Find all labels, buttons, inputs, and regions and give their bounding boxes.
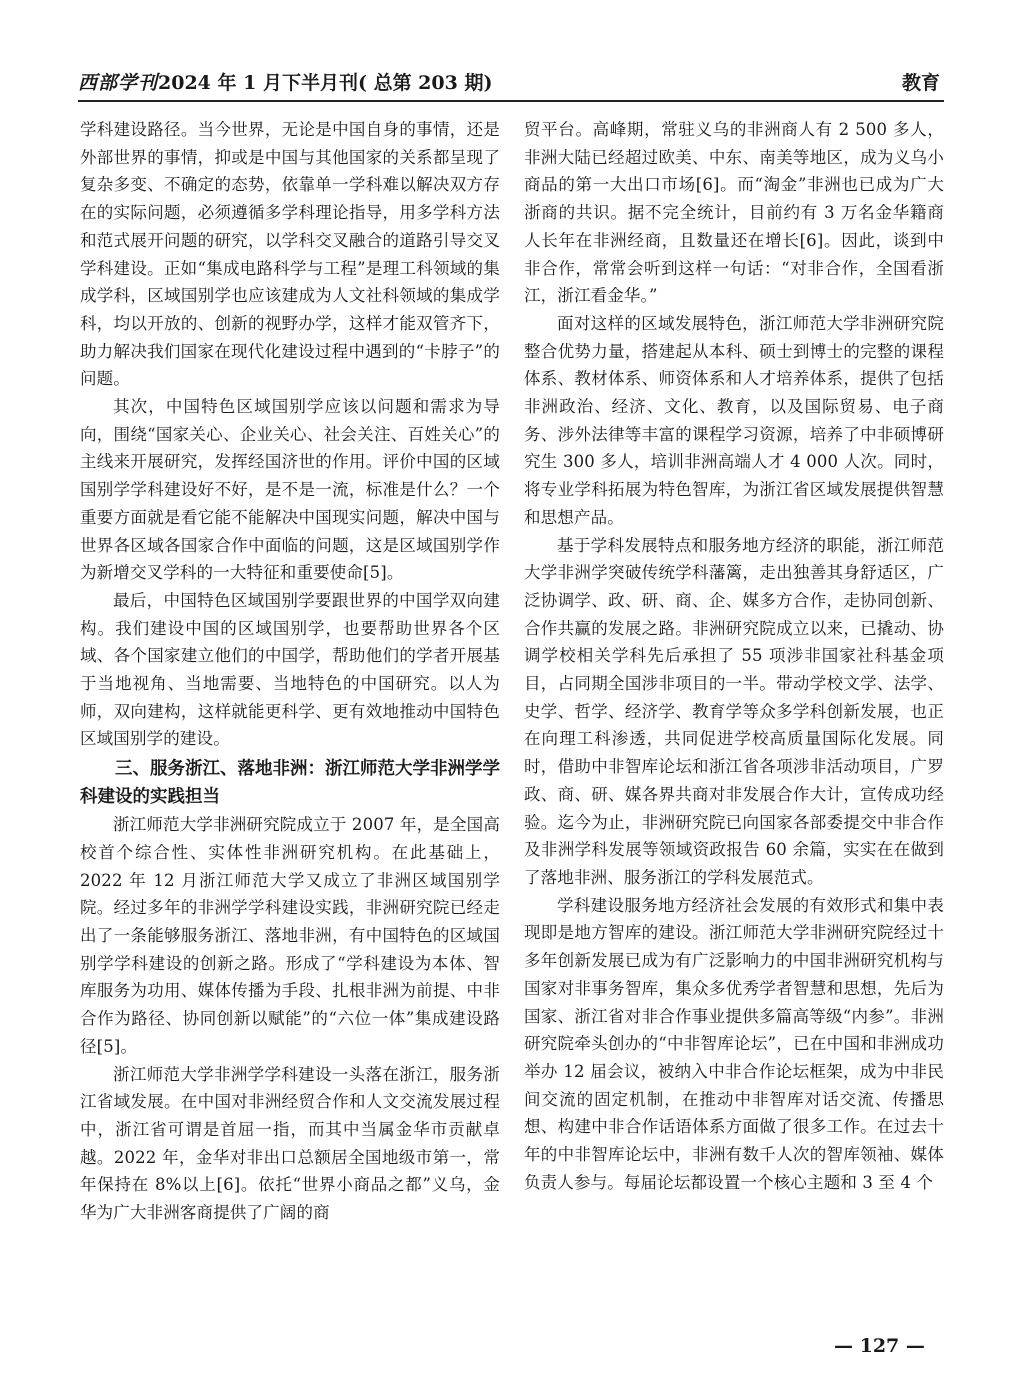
paragraph: 浙江师范大学非洲学学科建设一头落在浙江，服务浙江省域发展。在中国对非洲经贸合作和人文交流发展过程中，浙江省可谓是首屈一指，而其中当属金华市贡献卓越。2022 年，金华对非出口总额居全国地级市第一，常年保持在 8%以上[6]。依托“世界小商品之都”义乌，金华为广大非洲客商提供了广阔的商 [80,1064,500,1223]
paragraph: 浙江师范大学非洲研究院成立于 2007 年，是全国高校首个综合性、实体性非洲研究机构。在此基础上，2022 年 12 月浙江师范大学又成立了非洲区域国别学院。经过多年的非洲学学科建设实践，非洲研究院已经走出了一条能够服务浙江、落地非洲，有中国特色的区域国别学学科建设的创新之路。形成了“学科建设为本体、智库服务为功用、媒体传播为手段、扎根非洲为前提、中非合作为路径、协同创新以赋能”的“六位一体”集成建设路径[5]。 [80,815,500,1056]
paragraph: 学科建设服务地方经济社会发展的有效形式和集中表现即是地方智库的建设。浙江师范大学非洲研究院经过十多年创新发展已成为有广泛影响力的中国非洲研究机构与国家对非事务智库，集众多优秀学者智慧和思想，先后为国家、浙江省对非合作事业提供多篇高等级“内参”。非洲研究院牵头创办的“中非智库论坛”，已在中国和非洲成功举办 12 届会议，被纳入中非合作论坛框架，成为中非民间交流的固定机制，在推动中非智库对话交流、传播思想、构建中非合作话语体系方面做了很多工作。在过去十年的中非智库论坛中，非洲有数千人次的智库领袖、媒体负责人参与。每届论坛都设置一个核心主题和 3 至 4 个 [524,895,944,1192]
paragraph: 面对这样的区域发展特色，浙江师范大学非洲研究院整合优势力量，搭建起从本科、硕士到博士的完整的课程体系、教材体系、师资体系和人才培养体系，提供了包括非洲政治、经济、文化、教育，以及国际贸易、电子商务、涉外法律等丰富的课程学习资源，培养了中非硕博研究生 300 多人，培训非洲高端人才 4 000 人次。同时，将专业学科拓展为特色智库，为浙江省区域发展提供智慧和思想产品。 [524,313,944,527]
journal-title [78,68,492,95]
issue-info: 2024 年 1 月下半月刊( 总第 203 期) [158,72,493,94]
paragraph: 基于学科发展特点和服务地方经济的职能，浙江师范大学非洲学突破传统学科藩篱，走出独善其身舒适区，广泛协调学、政、研、商、企、媒多方合作，走协同创新、合作共赢的发展之路。非洲研究院成立以来，已撬动、协调学校相关学科先后承担了 55 项涉非国家社科基金项目，占同期全国涉非项目的一半。带动学校文学、法学、史学、哲学、经济学、教育学等众多学科创新发展，也正在向理工科渗透，共同促进学校高质量国际化发展。同时，借助中非智库论坛和浙江省各项涉非活动项目，广罗政、商、研、媒各界共商对非发展合作大计，宣传成功经验。迄今为止，非洲研究院已向国家各部委提交中非合作及非洲学科发展等领域资政报告 60 余篇，实实在在做到了落地非洲、服务浙江的学科发展范式。 [524,535,944,887]
right-column [524,116,944,1196]
paragraph: 其次，中国特色区域国别学应该以问题和需求为导向，围绕“国家关心、企业关心、社会关注、百姓关心”的主线来开展研究，发挥经国济世的作用。评价中国的区域国别学学科建设好不好，是不是一流，标准是什么？一个重要方面就是看它能不能解决中国现实问题，解决中国与世界各区域各国家合作中面临的问题，这是区域国别学作为新增交叉学科的一大特征和重要使命[5]。 [80,397,500,583]
paragraph: 贸平台。高峰期，常驻义乌的非洲商人有 2 500 多人，非洲大陆已经超过欧美、中东、南美等地区，成为义乌小商品的第一大出口市场[6]。而“淘金”非洲也已成为广大浙商的共识。据不完全统计，目前约有 3 万名金华籍商人长年在非洲经商，且数量还在增长[6]。因此，谈到中非合作，常常会听到这样一句话：“对非合作，全国看浙江，浙江看金华。” [524,120,944,306]
section-name: 教育 [901,72,940,94]
journal-logo: 西部学刊 [78,72,159,94]
paragraph: 最后，中国特色区域国别学要跟世界的中国学双向建构。我们建设中国的区域国别学，也要帮助世界各个区域、各个国家建立他们的中国学，帮助他们的学者开展基于当地视角、当地需要、当地特色的中国研究。以人为师，双向建构，这样就能更科学、更有效地推动中国特色区域国别学的建设。 [80,590,500,749]
paragraph: 学科建设路径。当今世界，无论是中国自身的事情，还是外部世界的事情，抑或是中国与其他国家的关系都呈现了复杂多变、不确定的态势，依靠单一学科难以解决双方存在的实际问题，必须遵循多学科理论指导，用多学科方法和范式展开问题的研究，以学科交叉融合的道路引导交叉学科建设。正如“集成电路科学与工程”是理工科领域的集成学科，区域国别学也应该建成为人文社科领域的集成学科，均以开放的、创新的视野办学，这样才能双管齐下，助力解决我们国家在现代化建设过程中遇到的“卡脖子”的问题。 [80,120,500,389]
running-header [78,72,944,102]
section-heading: 三、服务浙江、落地非洲：浙江师范大学非洲学学科建设的实践担当 [80,759,500,808]
left-column [80,116,500,1227]
page-number: — 127 — [834,1335,925,1357]
